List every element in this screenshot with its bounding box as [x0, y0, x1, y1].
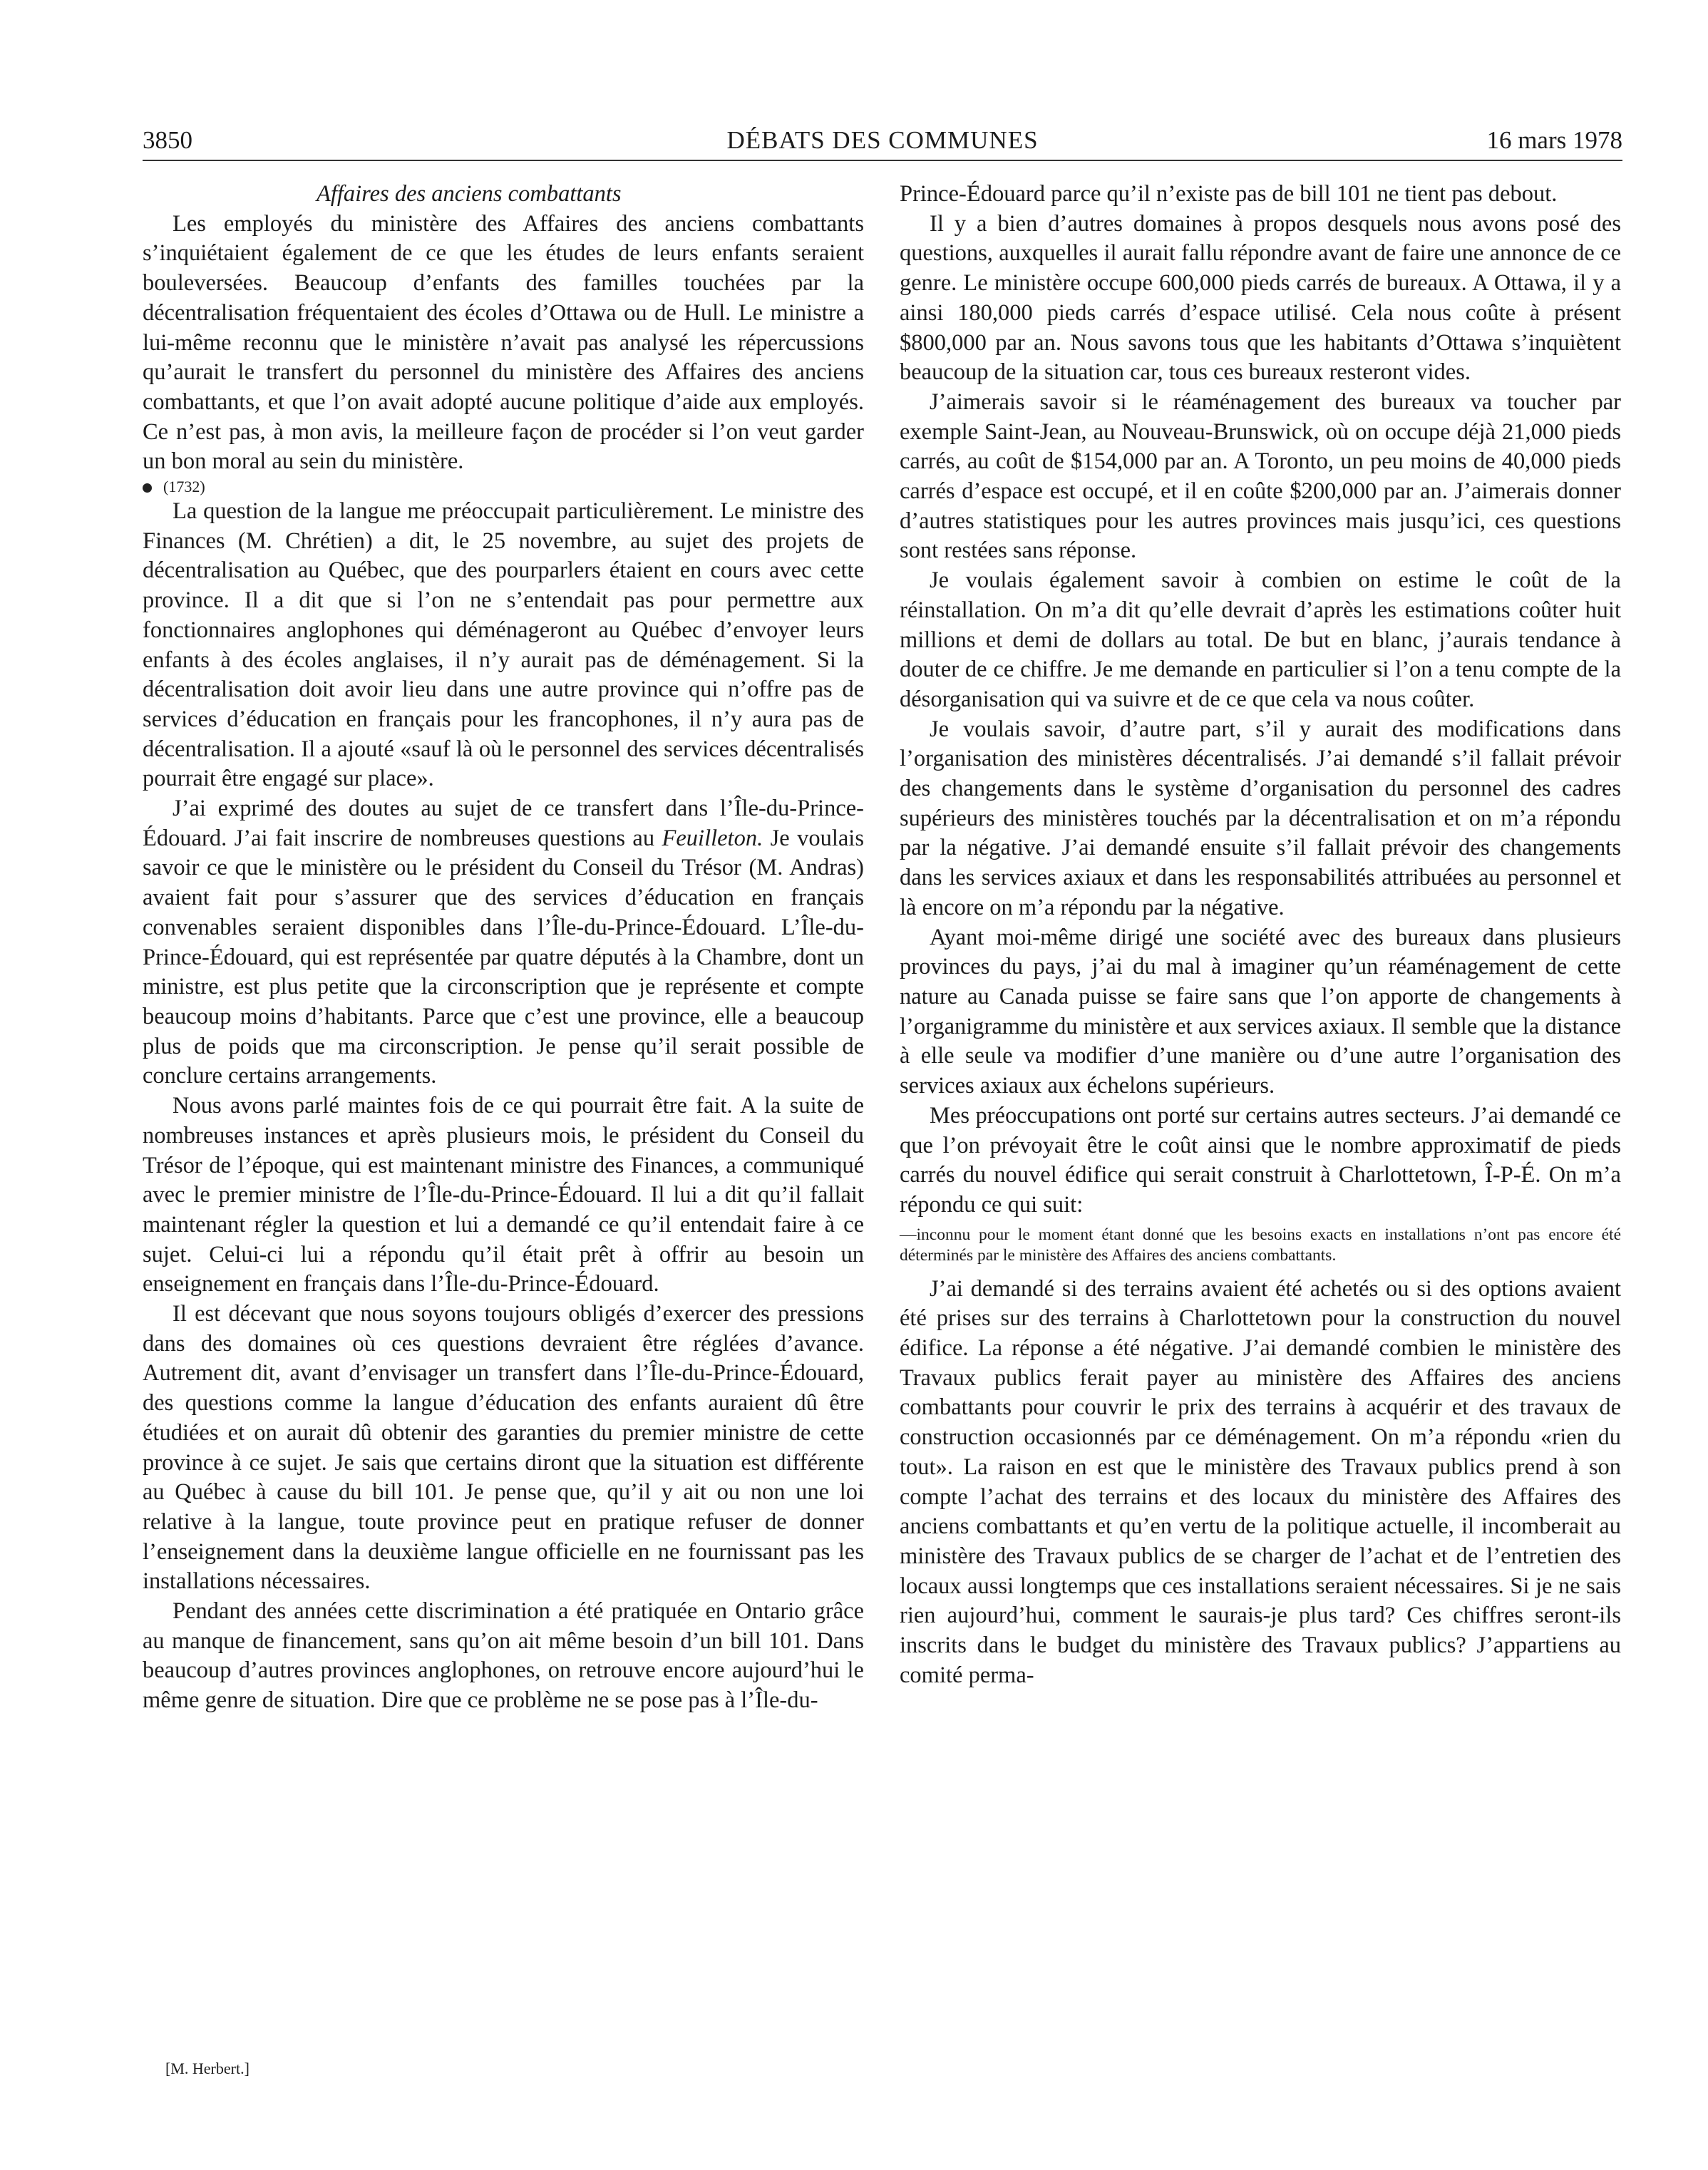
- paragraph: Les employés du ministère des Affaires des anciens combattants s’inquiétaient également de ce que les études de leurs enfants seraient bouleversées. Beaucoup d’enfants des familles touchées par la décentralisation fréquentaient des écoles d’Ottawa ou de Hull. Le ministre a lui-même reconnu que le ministère n’avait pas analysé les répercussions qu’aurait le transfert du personnel du ministère des Affaires des anciens combattants, et que l’on avait adopté aucune politique d’aide aux employés. Ce n’est pas, à mon avis, la meilleure façon de procéder si l’on veut garder un bon moral au sein du ministère.: [143, 210, 864, 475]
- header-rule: [143, 160, 1622, 161]
- paragraph: J’aimerais savoir si le réaménagement des bureaux va toucher par exemple Saint-Jean, au Nouveau-Brunswick, où on occupe déjà 21,000 pieds carrés, au coût de $154,000 par an. A Toronto, un peu moins de 40,000 pieds carrés d’espace est occupé, et il en coûte $200,000 par an. J’aimerais donner d’autres statistiques pour les autres provinces mais jusqu’ici, ces questions sont restées sans réponse.: [900, 389, 1621, 564]
- publication-date: 16 mars 1978: [1486, 126, 1622, 154]
- paragraph: J’ai demandé si des terrains avaient été achetés ou si des options avaient été prises sur des terrains à Charlottetown pour la construction du nouvel édifice. La réponse a été négative. J’ai demandé combien le ministère des Travaux publics ferait payer au ministère des Affaires des anciens combattants pour couvrir le prix des terrains à acquérir et des travaux de construction occasionnés par ce déménagement. On m’a répondu «rien du tout». La raison en est que le ministère des Travaux publics prend à son compte l’achat des terrains et des locaux du ministère des Affaires des anciens combattants et qu’en vertu de la politique actuelle, il incomberait au ministère des Travaux publics de se charger de l’achat et de l’entretien des locaux aussi longtemps que ces installations seraient nécessaires. Si je ne sais rien aujourd’hui, comment le saurais-je plus tard? Ces chiffres seront-ils inscrits dans le budget du ministère des Travaux publics? J’appartiens au comité perma-: [900, 1275, 1621, 1688]
- paragraph: [143, 794, 864, 1091]
- bullet-icon: [143, 483, 152, 493]
- left-column: [143, 180, 864, 1716]
- paragraph: Nous avons parlé maintes fois de ce qui pourrait être fait. A la suite de nombreuses instances et après plusieurs mois, le président du Conseil du Trésor de l’époque, qui est maintenant ministre des Finances, a communiqué avec le premier ministre de l’Île-du-Prince-Édouard. Il lui a dit qu’il fallait maintenant régler la question et lui a demandé ce qu’il entendait faire à ce sujet. Celui-ci lui a répondu qu’il était prêt à offrir au besoin un enseignement en français dans l’Île-du-Prince-Édouard.: [143, 1093, 864, 1297]
- paragraph: Je voulais savoir, d’autre part, s’il y aurait des modifications dans l’organisation des ministères décentralisés. J’ai demandé s’il fallait prévoir des changements dans le système d’organisation du personnel des cadres supérieurs des ministères touchés par la décentralisation et on m’a répondu par la négative. J’ai demandé ensuite s’il fallait prévoir des changements dans les services axiaux et dans les responsabilités attribuées au personnel et là encore on m’a répondu par la négative.: [900, 716, 1621, 920]
- paragraph: La question de la langue me préoccupait particulièrement. Le ministre des Finances (M. Chrétien) a dit, le 25 novembre, au sujet des projets de décentralisation au Québec, que des pourparlers étaient en cours avec cette province. Il a dit que si l’on ne s’entendait pas pour permettre aux fonctionnaires anglophones qui déménageront au Québec d’envoyer leurs enfants à des écoles anglaises, il n’y aurait pas de déménagement. Si la décentralisation doit avoir lieu dans une autre province qui n’offre pas de services d’éducation en français pour les francophones, il n’y aura pas de décentralisation. Il a ajouté «sauf là où le personnel des services décentralisés pourrait être engagé sur place».: [143, 498, 864, 792]
- paragraph: Pendant des années cette discrimination a été pratiquée en Ontario grâce au manque de financement, sans qu’on ait même besoin d’un bill 101. Dans beaucoup d’autres provinces anglophones, on retrouve encore aujourd’hui le même genre de situation. Dire que ce problème ne se pose pas à l’Île-du-: [143, 1598, 864, 1714]
- section-title: Affaires des anciens combattants: [317, 181, 622, 207]
- speaker-attribution: [M. Herbert.]: [165, 2060, 249, 2077]
- page-number: 3850: [143, 126, 192, 154]
- block-quote: —inconnu pour le moment étant donné que les besoins exacts en installations n’ont pas encore été déterminés par le ministère des Affaires des anciens combattants.: [900, 1225, 1621, 1265]
- time-marker-text: (1732): [163, 478, 205, 496]
- page-header: [143, 123, 1622, 158]
- paragraph: Mes préoccupations ont porté sur certains autres secteurs. J’ai demandé ce que l’on prévoyait être le coût ainsi que le nombre approximatif de pieds carrés du nouvel édifice qui serait construit à Charlottetown, Î-P-É. On m’a répondu ce qui suit:: [900, 1102, 1621, 1218]
- paragraph-text: Je voulais savoir ce que le ministère ou le président du Conseil du Trésor (M. Andras) avaient fait pour s’assurer que des services d’éducation en français convenables seraient disponibles dans l’Île-du-Prince-Édouard. L’Île-du-Prince-Édouard, qui est représentée par quatre députés à la Chambre, dont un ministre, est plus petite que la circonscription que je représente et compte beaucoup moins d’habitants. Parce que c’est une province, elle a beaucoup plus de poids que ma circonscription. Je pense qu’il serait possible de conclure certains arrangements.: [143, 825, 864, 1089]
- paragraph: Prince-Édouard parce qu’il n’existe pas de bill 101 ne tient pas debout.: [900, 181, 1558, 207]
- right-column: [900, 180, 1621, 1690]
- publication-title: DÉBATS DES COMMUNES: [726, 126, 1039, 154]
- paragraph-text: J’ai exprimé des doutes au sujet de ce transfert dans l’Île-du-Prince-Édouard. J’ai fait inscrire de nombreuses questions au: [143, 796, 864, 851]
- time-marker: [143, 477, 864, 497]
- paragraph: Ayant moi-même dirigé une société avec des bureaux dans plusieurs provinces du pays, j’ai du mal à imaginer qu’un réaménagement de cette nature au Canada puisse se faire sans que l’on apporte de changements à l’organigramme du ministère et aux services axiaux. Il semble que la distance à elle seule va modifier d’une manière ou d’une autre l’organisation des services axiaux aux échelons supérieurs.: [900, 924, 1621, 1099]
- italic-term: Feuilleton.: [662, 825, 763, 851]
- paragraph: Il y a bien d’autres domaines à propos desquels nous avons posé des questions, auxquelles il aurait fallu répondre avant de faire une annonce de ce genre. Le ministère occupe 600,000 pieds carrés de bureaux. A Ottawa, il y a ainsi 180,000 pieds carrés d’espace utilisé. Cela nous coûte à présent $800,000 par an. Nous savons tous que les habitants d’Ottawa s’inquiètent beaucoup de la situation car, tous ces bureaux resteront vides.: [900, 210, 1621, 386]
- paragraph: Je voulais également savoir à combien on estime le coût de la réinstallation. On m’a dit qu’elle devrait d’après les estimations coûter huit millions et demi de dollars au total. De but en blanc, j’aurais tendance à douter de ce chiffre. Je me demande en particulier si l’on a tenu compte de la désorganisation qui va suivre et de ce que cela va nous coûter.: [900, 567, 1621, 712]
- paragraph: Il est décevant que nous soyons toujours obligés d’exercer des pressions dans des domaines où ces questions devraient être réglées d’avance. Autrement dit, avant d’envisager un transfert dans l’Île-du-Prince-Édouard, des questions comme la langue d’éducation des enfants auraient dû être étudiées et on aurait dû obtenir des garanties du premier ministre de cette province à ce sujet. Je sais que certains diront que la situation est différente au Québec à cause du bill 101. Je pense que, qu’il y ait ou non une loi relative à la langue, toute province peut en pratique refuser de donner l’enseignement dans la deuxième langue officielle en ne fournissant pas les installations nécessaires.: [143, 1301, 864, 1595]
